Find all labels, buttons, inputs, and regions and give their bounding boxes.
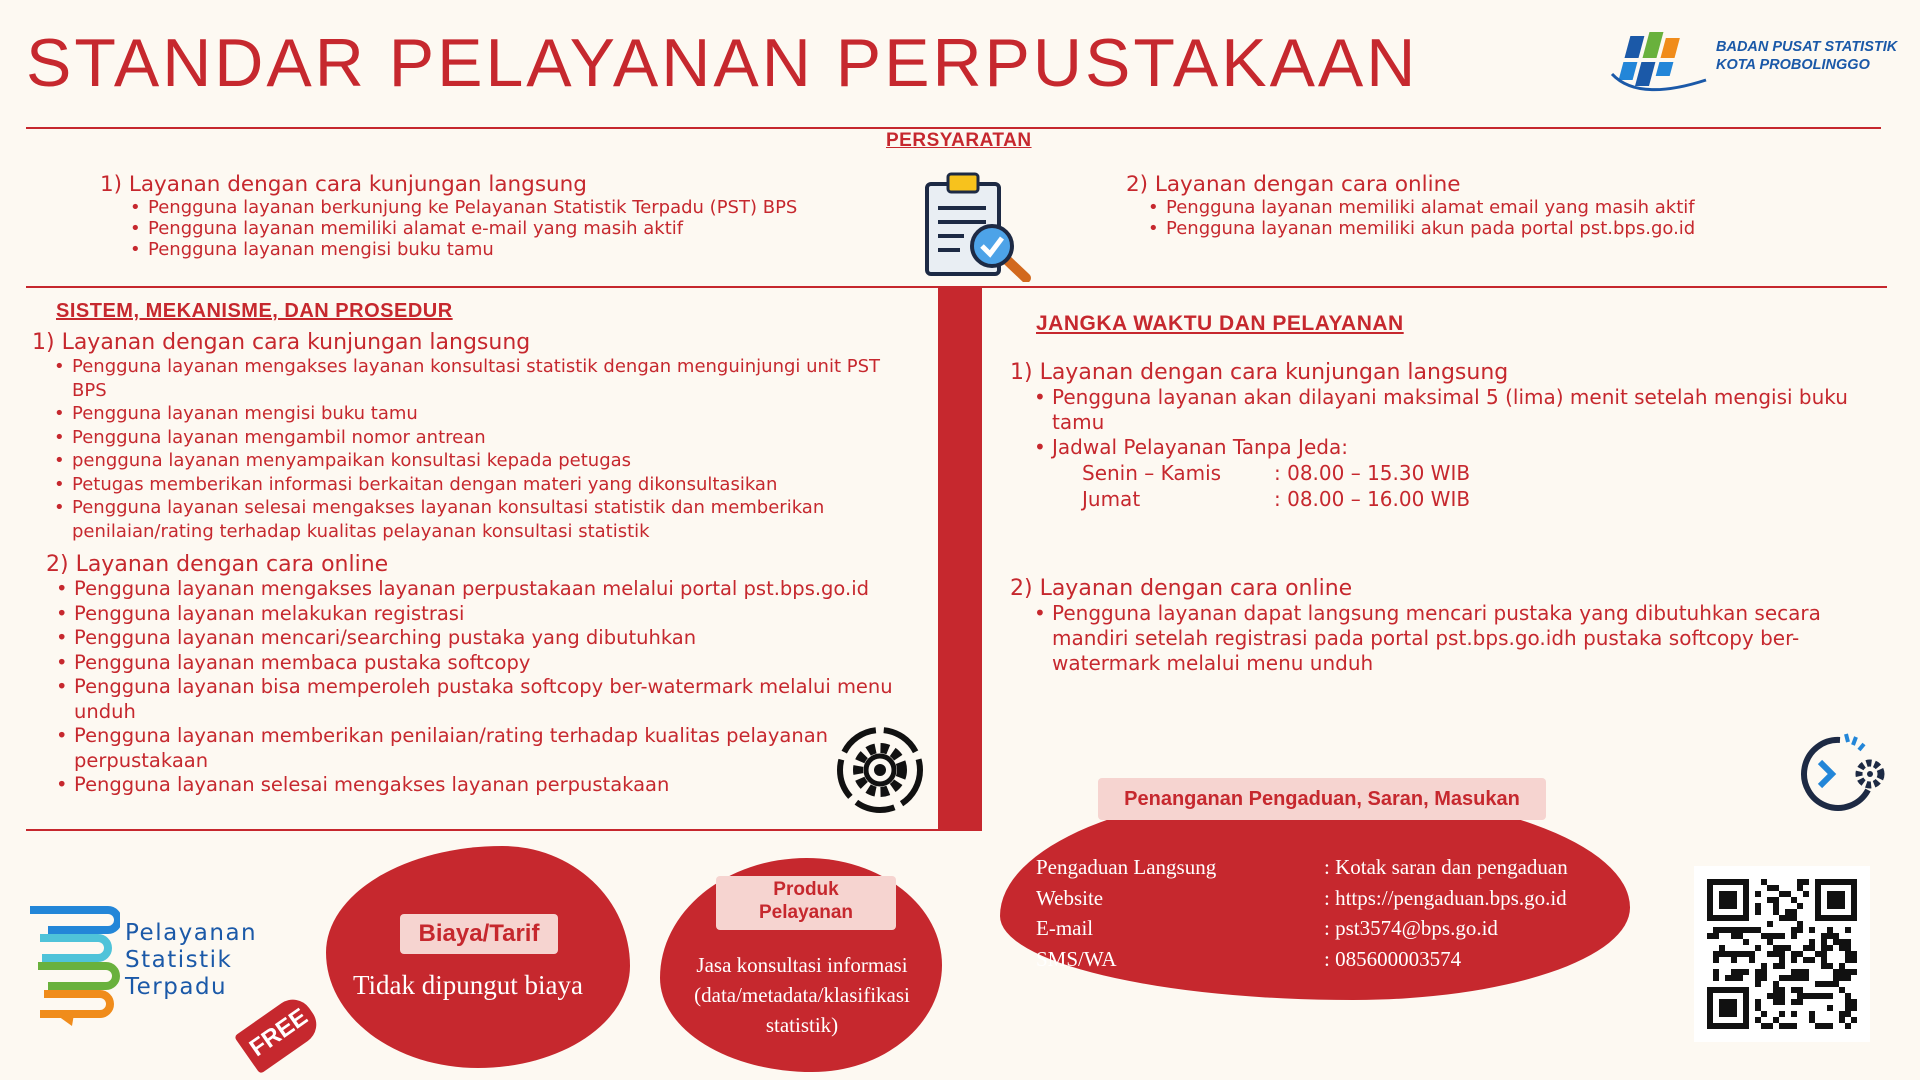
list-item: • Pengguna layanan memberikan penilaian/rating terhadap kualitas pelayanan perpustakaan — [56, 724, 916, 773]
schedule-time: : 08.00 – 16.00 WIB — [1274, 487, 1471, 511]
free-tag — [234, 992, 324, 1074]
jangka-part2 — [1010, 576, 1890, 676]
produk-text — [664, 950, 940, 1040]
contact-value: : 085600003574 — [1324, 946, 1462, 971]
list-item: • Pengguna layanan selesai mengakses layanan konsultasi statistik dan memberikan penilaian/rating terhadap kualitas pelayanan konsultasi statistik — [54, 496, 914, 543]
qr-code-icon — [1694, 866, 1870, 1042]
persyaratan-left-title: 1) Layanan dengan cara kunjungan langsung — [100, 172, 587, 197]
contact-row — [1036, 852, 1568, 883]
list-item: • Pengguna layanan mengakses layanan perpustakaan melalui portal pst.bps.go.id — [56, 577, 916, 602]
schedule-row — [1082, 486, 1890, 512]
qr-code-graphic — [1694, 866, 1870, 1042]
sistem-bottom-divider — [26, 829, 982, 831]
persyaratan-right-title: 2) Layanan dengan cara online — [1126, 172, 1461, 197]
sistem-part1-title: 1) Layanan dengan cara kunjungan langsung — [32, 330, 531, 355]
produk-label-line2: Pelayanan — [759, 902, 853, 923]
schedule-row — [1082, 460, 1890, 486]
bps-logo-icon — [1608, 30, 1712, 102]
vertical-divider-bar — [938, 288, 982, 830]
sistem-part2 — [46, 552, 916, 798]
sistem-part1 — [32, 330, 912, 543]
list-item: • Pengguna layanan memiliki alamat e-mail yang masih aktif — [130, 218, 797, 239]
header-divider — [26, 127, 1881, 129]
contact-key: Pengaduan Langsung — [1036, 855, 1217, 879]
list-item: • Pengguna layanan memiliki akun pada portal pst.bps.go.id — [1148, 218, 1695, 239]
contact-row — [1036, 913, 1568, 944]
biaya-text: Tidak dipungut biaya — [352, 970, 583, 1000]
contact-key: E-mail — [1036, 916, 1094, 940]
jangka-part1 — [1010, 360, 1890, 512]
schedule — [1082, 460, 1890, 512]
produk-text-line3: statistik) — [765, 1013, 839, 1037]
persyaratan-heading: PERSYARATAN — [886, 130, 1032, 151]
jangka-heading: JANGKA WAKTU DAN PELAYANAN — [1036, 312, 1404, 335]
page-title: STANDAR PELAYANAN PERPUSTAKAAN — [26, 25, 1419, 101]
pst-logo-line2: Statistik — [125, 947, 233, 973]
list-item: • Pengguna layanan akan dilayani maksimal 5 (lima) menit setelah mengisi buku tamu — [1034, 385, 1884, 435]
list-item: • Pengguna layanan membaca pustaka softcopy — [56, 651, 916, 676]
contact-value: : https://pengaduan.bps.go.id — [1324, 885, 1567, 910]
pst-logo-line1: Pelayanan — [125, 920, 258, 946]
schedule-day: Senin – Kamis — [1082, 461, 1222, 485]
list-item: • Pengguna layanan mengambil nomor antrean — [54, 426, 914, 450]
pst-logo-line3: Terpadu — [125, 974, 228, 1000]
contact-row — [1036, 944, 1568, 975]
list-item: • Pengguna layanan melakukan registrasi — [56, 602, 916, 627]
list-item: • Petugas memberikan informasi berkaitan dengan materi yang dikonsultasikan — [54, 473, 914, 497]
biaya-label: Biaya/Tarif — [400, 914, 558, 954]
jangka-part2-title: 2) Layanan dengan cara online — [1010, 576, 1353, 601]
pst-logo-icon — [28, 904, 120, 1028]
jangka-part1-title: 1) Layanan dengan cara kunjungan langsung — [1010, 360, 1509, 385]
schedule-day: Jumat — [1082, 487, 1141, 511]
pengaduan-label: Penanganan Pengaduan, Saran, Masukan — [1098, 778, 1546, 820]
contact-key: Website — [1036, 885, 1104, 910]
org-name — [1716, 38, 1897, 74]
contact-value: : Kotak saran dan pengaduan — [1324, 855, 1568, 879]
list-item: • Pengguna layanan memiliki alamat email yang masih aktif — [1148, 197, 1695, 218]
org-name-line2: KOTA PROBOLINGGO — [1716, 57, 1870, 73]
produk-label — [716, 876, 896, 930]
produk-text-line2: (data/metadata/klasifikasi — [694, 983, 910, 1007]
contact-row — [1036, 883, 1568, 914]
list-item: • Pengguna layanan selesai mengakses layanan perpustakaan — [56, 773, 916, 798]
list-item: • Pengguna layanan mengakses layanan konsultasi statistik dengan menguinjungi unit PST BPS — [54, 355, 914, 402]
produk-text-line1: Jasa konsultasi informasi — [696, 953, 908, 977]
free-tag-label: FREE — [244, 1003, 313, 1063]
list-item: • Jadwal Pelayanan Tanpa Jeda: — [1034, 435, 1884, 460]
clock-gear-icon — [1790, 728, 1886, 814]
persyaratan-left — [100, 172, 797, 260]
schedule-time: : 08.00 – 15.30 WIB — [1274, 461, 1471, 485]
list-item: • pengguna layanan menyampaikan konsultasi kepada petugas — [54, 449, 914, 473]
pst-logo-text — [125, 920, 257, 1001]
contact-value: : pst3574@bps.go.id — [1324, 916, 1498, 940]
contact-key: SMS/WA — [1036, 946, 1117, 971]
sistem-part2-title: 2) Layanan dengan cara online — [46, 552, 389, 577]
pengaduan-contacts — [1036, 852, 1568, 974]
biaya-panel — [326, 846, 630, 1068]
clipboard-check-icon — [924, 170, 1034, 282]
list-item: • Pengguna layanan mengisi buku tamu — [130, 239, 797, 260]
produk-label-line1: Produk — [773, 879, 839, 900]
list-item: • Pengguna layanan mencari/searching pustaka yang dibutuhkan — [56, 626, 916, 651]
list-item: • Pengguna layanan dapat langsung mencari pustaka yang dibutuhkan secara mandiri setelah registrasi pada portal pst.bps.go.idh pustaka softcopy ber-watermark melalui menu unduh — [1034, 601, 1884, 676]
gear-icon — [836, 726, 924, 814]
list-item: • Pengguna layanan bisa memperoleh pustaka softcopy ber-watermark melalui menu unduh — [56, 675, 916, 724]
persyaratan-right — [1126, 172, 1695, 239]
sistem-heading: SISTEM, MEKANISME, DAN PROSEDUR — [56, 300, 453, 322]
list-item: • Pengguna layanan berkunjung ke Pelayanan Statistik Terpadu (PST) BPS — [130, 197, 797, 218]
org-name-line1: BADAN PUSAT STATISTIK — [1716, 39, 1898, 55]
list-item: • Pengguna layanan mengisi buku tamu — [54, 402, 914, 426]
